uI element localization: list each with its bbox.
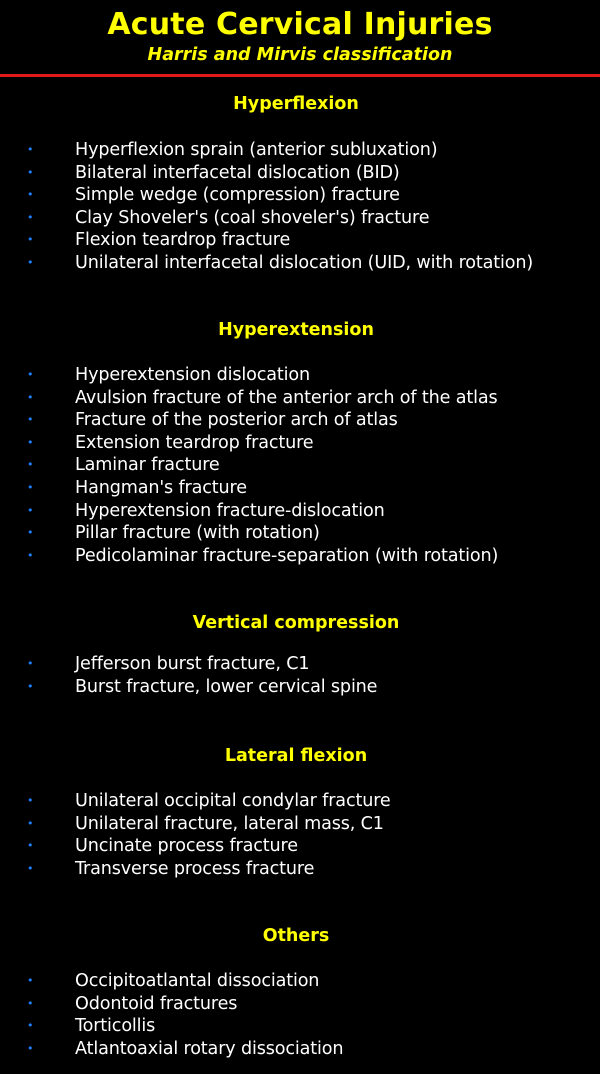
section-heading-vertical-compression: Vertical compression — [192, 613, 400, 633]
bullet-icon: • — [27, 996, 34, 1010]
list-item-text: Hyperflexion sprain (anterior subluxation) — [75, 140, 438, 160]
bullet-icon: • — [27, 458, 34, 472]
list-item-text: Flexion teardrop fracture — [75, 230, 291, 251]
list-item — [0, 545, 600, 568]
list-item — [0, 409, 600, 432]
list-item — [0, 1015, 600, 1038]
list-item-text: Hangman's fracture — [75, 477, 247, 498]
list-item-text: Transverse process fracture — [75, 858, 315, 879]
list-item-text: Simple wedge (compression) fracture — [75, 185, 400, 206]
list-item — [0, 477, 600, 500]
list-item-text: Odontoid fractures — [75, 993, 238, 1014]
list-item — [0, 162, 600, 185]
bullet-icon: • — [27, 1041, 34, 1055]
bullet-icon: • — [27, 165, 34, 179]
list-item — [0, 1038, 600, 1061]
list-item — [0, 387, 600, 410]
list-item-text: Torticollis — [75, 1016, 156, 1037]
list-item — [0, 184, 600, 207]
list-item — [0, 835, 600, 858]
list-item-text: Pedicolaminar fracture-separation (with rotation) — [75, 545, 499, 566]
list-item — [0, 676, 600, 699]
list-item — [0, 207, 600, 230]
hyperextension-list — [0, 364, 600, 567]
list-item — [0, 970, 600, 993]
list-item-text: Occipitoatlantal dissociation — [75, 971, 320, 991]
page-title: Acute Cervical Injuries — [107, 7, 493, 42]
list-item — [0, 432, 600, 455]
bullet-icon: • — [27, 861, 34, 875]
section-heading-hyperextension: Hyperextension — [218, 320, 374, 340]
list-item — [0, 229, 600, 252]
list-item-text: Hyperextension dislocation — [75, 365, 310, 385]
bullet-icon: • — [27, 188, 34, 202]
bullet-icon: • — [27, 143, 34, 156]
list-item-text: Unilateral interfacetal dislocation (UID, with rotation) — [75, 252, 534, 273]
list-item-text: Hyperextension fracture-dislocation — [75, 500, 385, 521]
list-item-text: Uncinate process fracture — [75, 836, 298, 857]
list-item-text: Fracture of the posterior arch of atlas — [75, 410, 398, 431]
bullet-icon: • — [27, 794, 34, 807]
bullet-icon: • — [27, 413, 34, 427]
bullet-icon: • — [27, 480, 34, 494]
list-item — [0, 139, 600, 162]
list-item-text: Extension teardrop fracture — [75, 432, 314, 453]
list-item-text: Bilateral interfacetal dislocation (BID) — [75, 162, 400, 183]
bullet-icon: • — [27, 233, 34, 247]
list-item-text: Pillar fracture (with rotation) — [75, 523, 320, 544]
bullet-icon: • — [27, 435, 34, 449]
section-heading-others: Others — [262, 926, 330, 946]
list-item — [0, 790, 600, 813]
list-item-text: Unilateral occipital condylar fracture — [75, 791, 391, 811]
list-item-text: Atlantoaxial rotary dissociation — [75, 1038, 344, 1059]
bullet-icon: • — [27, 816, 34, 830]
header-divider — [0, 74, 600, 77]
lateral-flexion-list — [0, 790, 600, 880]
list-item-text: Jefferson burst fracture, C1 — [75, 654, 310, 674]
list-item — [0, 522, 600, 545]
section-heading-hyperflexion: Hyperflexion — [233, 94, 359, 114]
hyperflexion-list — [0, 139, 600, 275]
list-item-text: Clay Shoveler's (coal shoveler's) fracture — [75, 207, 430, 228]
list-item — [0, 653, 600, 676]
list-item-text: Avulsion fracture of the anterior arch of the atlas — [75, 387, 498, 408]
list-item-text: Unilateral fracture, lateral mass, C1 — [75, 813, 384, 834]
others-list — [0, 970, 600, 1060]
section-heading-lateral-flexion: Lateral flexion — [224, 746, 368, 766]
bullet-icon: • — [27, 503, 34, 517]
list-item — [0, 364, 600, 387]
list-item — [0, 500, 600, 523]
list-item — [0, 454, 600, 477]
list-item — [0, 858, 600, 881]
list-item — [0, 993, 600, 1016]
page-subtitle: Harris and Mirvis classification — [147, 45, 453, 65]
bullet-icon: • — [27, 548, 34, 562]
list-item-text: Burst fracture, lower cervical spine — [75, 676, 378, 697]
bullet-icon: • — [27, 1019, 34, 1033]
bullet-icon: • — [27, 368, 34, 381]
bullet-icon: • — [27, 526, 34, 540]
list-item-text: Laminar fracture — [75, 455, 220, 476]
list-item — [0, 813, 600, 836]
vertical-compression-list — [0, 653, 600, 698]
bullet-icon: • — [27, 657, 34, 670]
bullet-icon: • — [27, 974, 34, 987]
bullet-icon: • — [27, 679, 34, 693]
bullet-icon: • — [27, 390, 34, 404]
list-item — [0, 252, 600, 275]
bullet-icon: • — [27, 255, 34, 269]
bullet-icon: • — [27, 839, 34, 853]
bullet-icon: • — [27, 210, 34, 224]
